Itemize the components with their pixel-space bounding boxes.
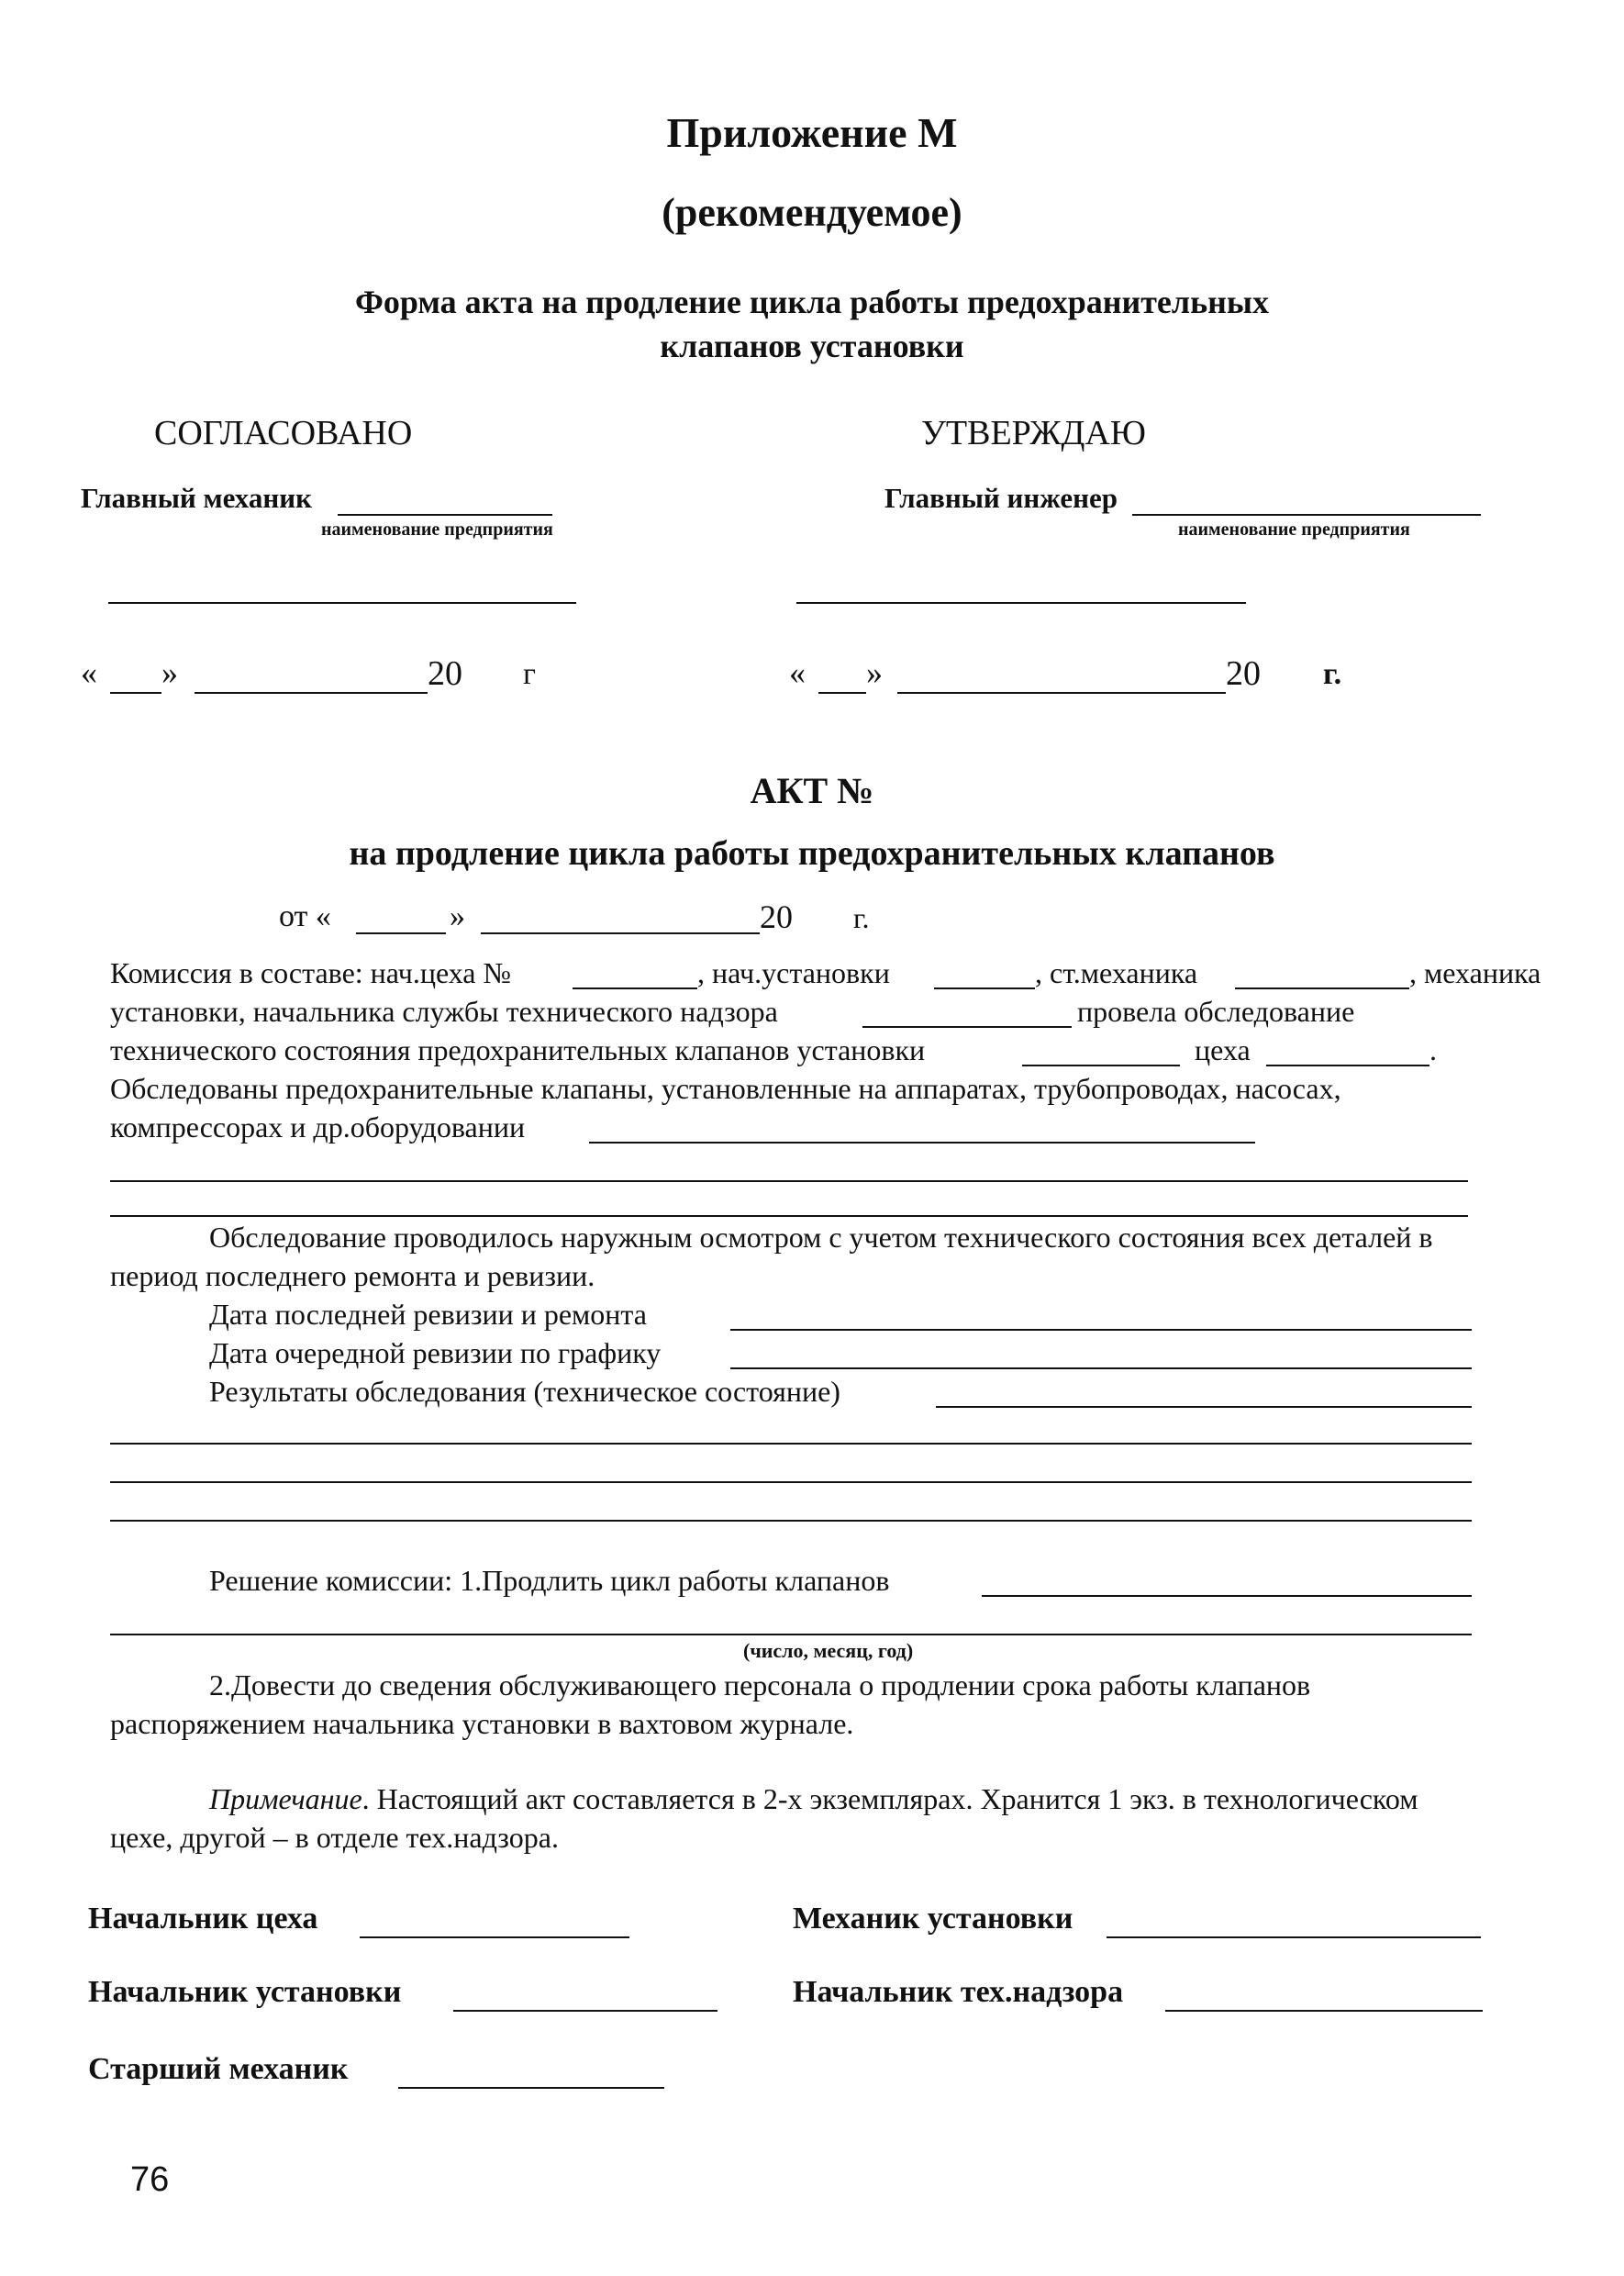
right-date-close: »: [866, 654, 883, 691]
left-date-year: 20: [428, 654, 462, 693]
commission-line-5: компрессорах и др.оборудовании: [110, 1110, 526, 1144]
chief-engineer-line[interactable]: [1132, 514, 1481, 516]
last-revision-label: Дата последней ревизии и ремонта: [209, 1298, 647, 1331]
senior-mechanic-signature-line[interactable]: [398, 2087, 664, 2089]
right-date-day-line[interactable]: [818, 692, 866, 694]
inspection-line-2: период последнего ремонта и ревизии.: [110, 1259, 595, 1292]
results-label: Результаты обследования (техническое состояние): [209, 1375, 840, 1408]
date-caption: (число, месяц, год): [743, 1639, 914, 1662]
agreed-label: СОГЛАСОВАНО: [154, 414, 413, 452]
shop-head-label: Начальник цеха: [88, 1902, 318, 1936]
results-blank-line-2[interactable]: [110, 1481, 1472, 1483]
commission-line-1c: , ст.механика: [1035, 956, 1198, 989]
act-date-from: от «: [279, 899, 331, 933]
blank-line-2[interactable]: [110, 1215, 1468, 1217]
right-date-year: 20: [1226, 654, 1261, 693]
extend-date-line[interactable]: [982, 1595, 1472, 1597]
commission-line-1a: Комиссия в составе: нач.цеха №: [110, 956, 512, 989]
note-text: . Настоящий акт составляется в 2-х экземплярах. Хранится 1 экз. в технологическом: [362, 1782, 1418, 1815]
commission-line-1d: , механика: [1409, 956, 1541, 989]
act-date-close: »: [450, 899, 465, 933]
unit-head-line[interactable]: [934, 987, 1035, 989]
left-enterprise-caption: наименование предприятия: [321, 519, 553, 540]
next-revision-label: Дата очередной ревизии по графику: [209, 1336, 662, 1369]
tech-supervision-head-signature-line[interactable]: [1165, 2010, 1483, 2012]
form-title-line-1: Форма акта на продление цикла работы предохранительных: [355, 284, 1269, 320]
left-date-close: »: [161, 654, 178, 691]
results-blank-line-3[interactable]: [110, 1520, 1472, 1522]
act-date-year: 20: [760, 898, 793, 935]
left-date-day-line[interactable]: [110, 692, 161, 694]
unit-mechanic-signature-line[interactable]: [1107, 1936, 1481, 1938]
last-revision-line[interactable]: [730, 1329, 1472, 1331]
act-title: АКТ №: [750, 770, 874, 811]
approve-label: УТВЕРЖДАЮ: [921, 414, 1146, 452]
appendix-subtitle: (рекомендуемое): [662, 190, 962, 235]
commission-line-4: Обследованы предохранительные клапаны, установленные на аппаратах, трубопроводах, насосах,: [110, 1072, 1341, 1105]
shop-head-signature-line[interactable]: [360, 1936, 629, 1938]
extend-date-line-2[interactable]: [110, 1634, 1472, 1635]
commission-line-3c: .: [1429, 1033, 1437, 1066]
left-date-month-line[interactable]: [195, 692, 428, 694]
decision-line-1: Решение комиссии: 1.Продлить цикл работы клапанов: [209, 1564, 890, 1597]
blank-line-1[interactable]: [110, 1180, 1468, 1182]
page-number: 76: [130, 2160, 170, 2199]
right-enterprise-caption: наименование предприятия: [1178, 519, 1410, 540]
commission-line-3a: технического состояния предохранительных клапанов установки: [110, 1033, 926, 1066]
equipment-line[interactable]: [589, 1142, 1255, 1144]
unit-head-signature-line[interactable]: [453, 2010, 717, 2012]
note-label: Примечание: [209, 1782, 362, 1815]
senior-mechanic-label: Старший механик: [88, 2052, 349, 2086]
unit-mechanic-label: Механик установки: [793, 1902, 1073, 1936]
chief-mechanic-line[interactable]: [338, 514, 552, 516]
commission-line-3b: цеха: [1195, 1033, 1251, 1066]
right-date-month-line[interactable]: [897, 692, 1226, 694]
commission-line-2b: провела обследование: [1077, 995, 1355, 1028]
shop-number-line[interactable]: [573, 987, 697, 989]
act-date-year-suffix: г.: [853, 901, 870, 934]
decision-line-3: распоряжением начальника установки в вахтовом журнале.: [110, 1707, 854, 1740]
right-date-open: «: [789, 654, 806, 691]
chief-mechanic-label: Главный механик: [81, 482, 312, 514]
next-revision-line[interactable]: [730, 1367, 1472, 1369]
senior-mechanic-line[interactable]: [1235, 987, 1409, 989]
appendix-title: Приложение М: [666, 109, 958, 156]
results-blank-line-1[interactable]: [110, 1443, 1472, 1445]
decision-line-2: 2.Довести до сведения обслуживающего персонала о продлении срока работы клапанов: [209, 1668, 1311, 1701]
form-title-line-2: клапанов установки: [660, 328, 964, 364]
act-subtitle: на продление цикла работы предохранительных клапанов: [349, 834, 1275, 873]
right-name-line[interactable]: [796, 602, 1246, 604]
results-line[interactable]: [936, 1406, 1472, 1408]
act-date-day-line[interactable]: [356, 932, 446, 934]
commission-line-2a: установки, начальника службы технического надзора: [110, 995, 778, 1028]
tech-supervision-head-label: Начальник тех.надзора: [793, 1975, 1124, 2009]
right-date-year-suffix: г.: [1323, 657, 1342, 691]
unit-head-label: Начальник установки: [88, 1975, 402, 2009]
commission-line-1b: , нач.установки: [697, 956, 890, 989]
left-date-open: «: [81, 654, 97, 691]
shop-name-line[interactable]: [1266, 1065, 1429, 1066]
note-line-2: цехе, другой – в отделе тех.надзора.: [110, 1821, 559, 1854]
note-line-1: [209, 1782, 1418, 1816]
tech-supervision-line[interactable]: [862, 1026, 1072, 1028]
unit-name-line[interactable]: [1022, 1065, 1180, 1066]
left-name-line[interactable]: [108, 602, 576, 604]
act-date-month-line[interactable]: [481, 932, 760, 934]
left-date-year-suffix: г: [523, 657, 536, 691]
inspection-line-1: Обследование проводилось наружным осмотром с учетом технического состояния всех деталей в: [209, 1221, 1433, 1254]
chief-engineer-label: Главный инженер: [884, 482, 1118, 514]
